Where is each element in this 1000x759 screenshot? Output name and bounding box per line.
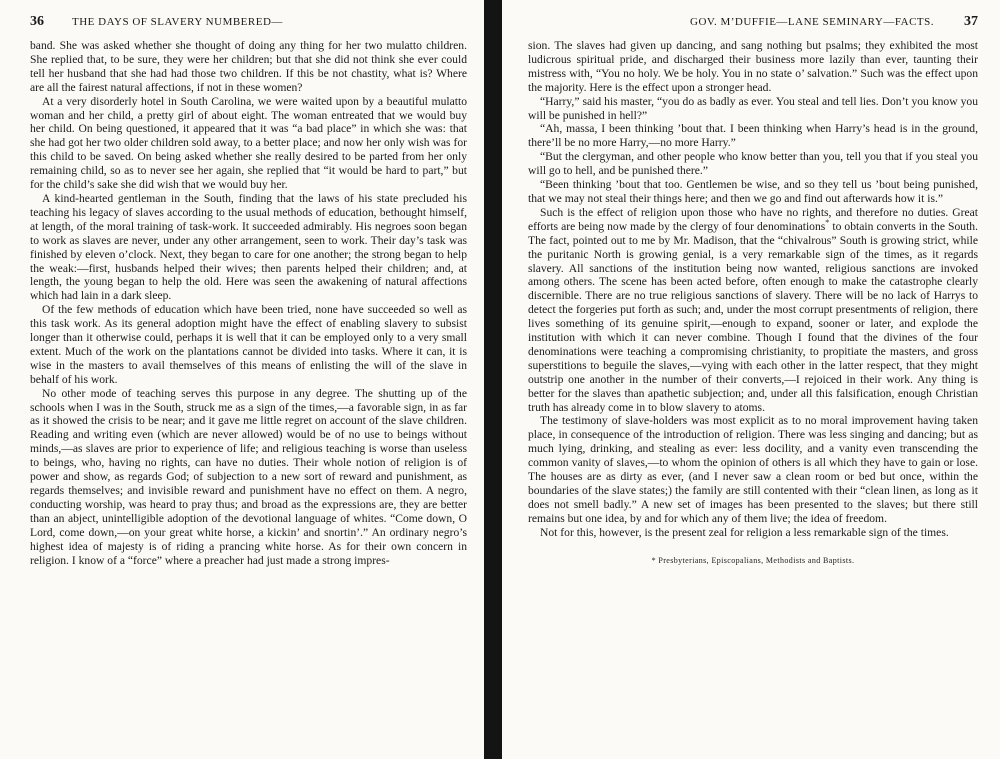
page-number-right: 37	[964, 14, 978, 29]
right-running-head	[528, 14, 978, 30]
paragraph: Not for this, however, is the present zeal for religion a less remarkable sign of the times.	[540, 525, 949, 539]
footnote: * Presbyterians, Episcopalians, Methodists and Baptists.	[651, 555, 855, 565]
paragraph: “Ah, massa, I been thinking ’bout that. I been thinking when Harry’s head is in the ground, there’ll be no more Harry,—no more Harry.”	[528, 122, 978, 150]
right-body-text	[528, 39, 978, 540]
footnote-marker: *	[825, 217, 830, 227]
paragraph: “But the clergyman, and other people who know better than you, tell you that if you steal you will go to hell, and be punished there.”	[528, 150, 978, 178]
paragraph: sion. The slaves had given up dancing, and sang nothing but psalms; they exhibited the most ludicrous spiritual pride, and discharged their business more lazily than ever, taunting their mistress with, “You no holy. We be holy. You in no state o’ salvation.” Such was the effect upon the majority. Here is the effect upon a stronger head.	[528, 39, 978, 94]
paragraph: “Been thinking ’bout that too. Gentlemen be wise, and so they tell us ’bout being punished, that we may not steal their things here; and then we go and find out afterwards how it is.”	[528, 178, 978, 205]
paragraph: At a very disorderly hotel in South Carolina, we were waited upon by a beautiful mulatto woman and her child, a pretty girl of about eight. The woman entreated that we would buy her child. On being questioned, it appeared that it was “a bad place” in which she was: that she had got her two older children sold away, to a better place; and now her only wish was for this child to be saved. On being asked whether she really desired to be parted from her only remaining child, so as to never see her again, she replied that “it would be hard to part,” but for the child’s sake she did wish that we would buy her.	[30, 94, 467, 192]
left-page	[0, 0, 487, 759]
paragraph: “Harry,” said his master, “you do as badly as ever. You steal and tell lies. Don’t you know you will be punished in hell?”	[528, 94, 978, 122]
paragraph: No other mode of teaching serves this purpose in any degree. The shutting up of the schools when I was in the South, struck me as a sign of the times,—a favorable sign, in as far as it showed the crisis to be near; and it gave me little regret on account of the slave children. Reading and writing even (which are never allowed) would be of no use to beings without minds,—as slaves are prior to experience of life; and religious teaching is worse than useless to beings, who, having no rights, can have no duties. Their whole notion of religion is of power and show, as regards God; of subjection to a new sort of reward and punishment, as regards themselves; and invisible reward and punishment have no effect on them. A negro, conducting worship, was heard to pray thus; and broad as the expressions are, they are better than an abject, unintelligible adoption of the devotional language of whites. “Come down, O Lord, come down,—on your great white horse, a kickin’ and snortin’.” An ordinary negro’s highest idea of majesty is of riding a prancing white horse. As for their own concern in religion. I know of a “force” where a preacher had just made a strong impres-	[30, 386, 467, 567]
paragraph: A kind-hearted gentleman in the South, finding that the laws of his state precluded his teaching his legacy of slaves according to the usual methods of education, bethought himself, at length, of the moral training of task-work. It succeeded admirably. His negroes soon began to work as slaves are never, under any other arrangement, seen to work. Their day’s task was finished by eleven o’clock. Next, they began to care for one another; the strong began to help the weak:—first, husbands helped their wives; then parents helped their children; and, at length, the young began to help the old. Here was seen the awakening of natural affections which had lain in a dark sleep.	[30, 191, 467, 303]
book-gutter	[484, 0, 502, 759]
paragraph-part: Such is the effect of religion upon those who have no rights, and therefore no duties. Great efforts are being now made by the clergy of four denominations	[528, 205, 978, 233]
left-running-head	[30, 14, 467, 30]
running-head-title-left: THE DAYS OF SLAVERY NUMBERED—	[72, 16, 283, 28]
page-number-left: 36	[30, 14, 44, 29]
right-page	[502, 0, 1000, 759]
paragraph-with-footnote	[528, 206, 978, 415]
paragraph: Of the few methods of education which have been tried, none have succeeded so well as this task work. As its general adoption might have the effect of enabling slavery to subsist longer than it otherwise could, perhaps it is well that it can be employed only to a very small extent. Much of the work on the plantations cannot be divided into tasks. Where it can, it is wise in the masters to avail themselves of this means of enlisting the will of the slave in behalf of his work.	[30, 303, 467, 386]
left-body-text	[30, 39, 467, 567]
paragraph: The testimony of slave-holders was most explicit as to no moral improvement having taken place, in consequence of the introduction of religion. There was less singing and dancing; but as much lying, drinking, and stealing as ever: less docility, and a vanity even transcending the common vanity of slaves,—to whom the opinion of others is all which they have to gain or lose. The houses are as dirty as ever, (and I never saw a clean room or bed but once, within the boundaries of the slave states;) the family are still contented with their “clean linen, as long as it does not smell badly.” A new set of images has been presented to the slaves; but there still remains but one idea, by and for which any of them live; the idea of freedom.	[528, 414, 978, 525]
running-head-title-right: GOV. M’DUFFIE—LANE SEMINARY—FACTS.	[690, 16, 934, 28]
paragraph: band. She was asked whether she thought of doing any thing for her two mulatto children. She replied that, to be sure, they were her children; but that she did not think she ever could tell her husband that she had had those two children. If this be not chastity, what is? Where are all the fairest natural affections, if not in these women?	[30, 39, 467, 94]
paragraph-part: to obtain converts in the South. The fact, pointed out to me by Mr. Madison, that the “chivalrous” South is growing strict, while the puritanic North is growing genial, is a very remarkable sign of the times, as it regards slavery. All sanctions of the institution being now wanted, religious sanctions are invoked among others. The scene has been acted before, often enough to make the catastrophe clearly discernible. There are no true religious sanctions of slavery. There will be no lack of Harrys to detect the forgeries put forth as such; and, under the most corrupt presentments of religion, there lives something of its genuine spirit,—enough to expand, sooner or later, and explode the institution with which it can never combine. Though I found that the divines of the four denominations were teaching a compromising christianity, to propitiate the masters, and gross superstitions to beguile the slaves,—vying with each other in the latter respect, that they might outstrip one another in the number of their converts,—I rejoiced in their work. Any thing is better for the slaves than apathetic subjection; and, under all this falsification, enough Christian truth has already come in to blow slavery to atoms.	[528, 219, 979, 414]
